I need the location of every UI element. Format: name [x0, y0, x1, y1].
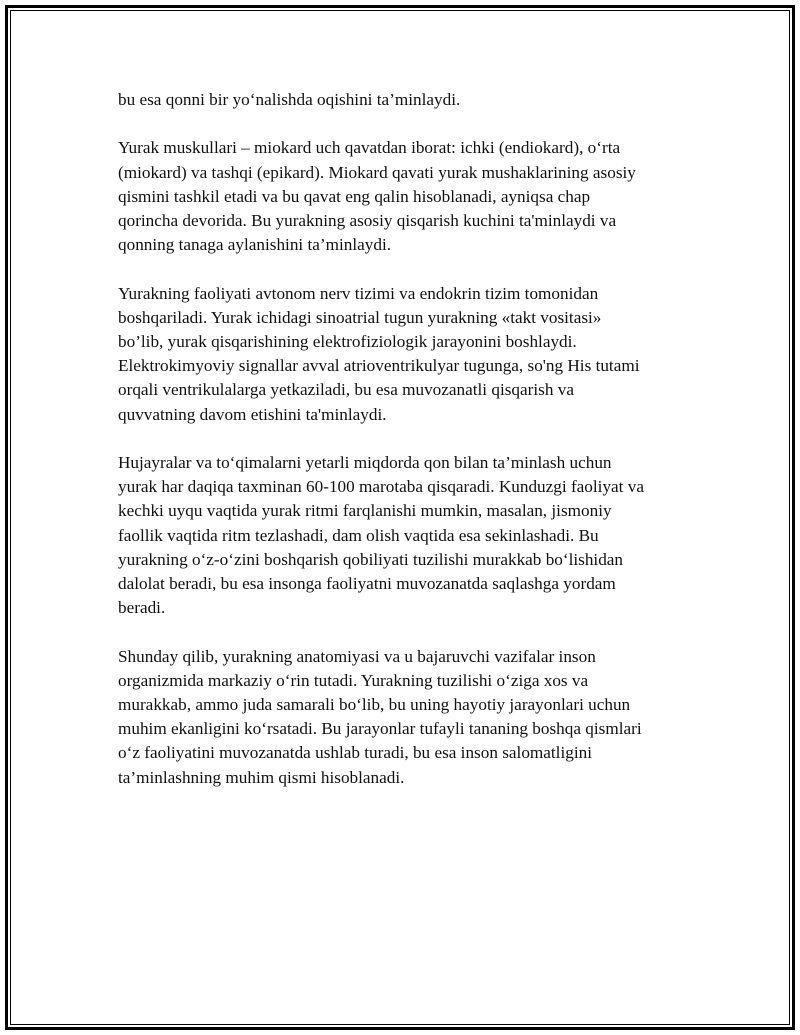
text-line: orqali ventrikulalarga yetkaziladi, bu esa muvozanatli qisqarish va [118, 380, 574, 400]
text-line: ta’minlashning muhim qismi hisoblanadi. [118, 767, 405, 787]
text-line: Yurak muskullari – miokard uch qavatdan iborat: ichki (endiokard), o‘rta [118, 138, 621, 158]
paragraph-heart-rate [118, 451, 678, 620]
text-line: yurak har daqiqa taxminan 60-100 marotaba qisqaradi. Kunduzgi faoliyat va [118, 477, 644, 497]
text-line: faollik vaqtida ritm tezlashadi, dam olish vaqtida esa sekinlashadi. Bu [118, 525, 599, 545]
paragraph-conclusion [118, 645, 678, 790]
text-line: Hujayralar va to‘qimalarni yetarli miqdorda qon bilan ta’minlash uchun [118, 453, 612, 472]
paragraph-myocardium [118, 136, 678, 257]
text-line: o‘z faoliyatini muvozanatda ushlab turadi, bu esa inson salomatligini [118, 743, 592, 763]
paragraph-regulation [118, 282, 678, 427]
text-line: qonning tanaga aylanishini ta’minlaydi. [118, 235, 392, 255]
text-line: (miokard) va tashqi (epikard). Miokard qavati yurak mushaklarining asosiy [118, 162, 636, 182]
text-line: muhim ekanligini ko‘rsatadi. Bu jarayonlar tufayli tananing boshqa qismlari [118, 719, 642, 739]
text-line: beradi. [118, 598, 166, 618]
text-line: organizmida markaziy o‘rin tutadi. Yurakning tuzilishi o‘ziga xos va [118, 670, 589, 690]
text-line: Yurakning faoliyati avtonom nerv tizimi va endokrin tizim tomonidan [118, 283, 599, 303]
text-line: kechki uyqu vaqtida yurak ritmi farqlanishi mumkin, masalan, jismoniy [118, 501, 612, 521]
text-line: murakkab, ammo juda samarali bo‘lib, bu uning hayotiy jarayonlari uchun [118, 695, 631, 715]
text-line: boshqariladi. Yurak ichidagi sinoatrial tugun yurakning «takt vositasi» [118, 307, 602, 327]
text-line: quvvatning davom etishini ta'minlaydi. [118, 404, 387, 424]
document-body [118, 88, 678, 814]
text-line: yurakning o‘z-o‘zini boshqarish qobiliyati tuzilishi murakkab bo‘lishidan [118, 549, 624, 569]
paragraph-continuation [118, 88, 678, 112]
text-line: qorincha devorida. Bu yurakning asosiy qisqarish kuchini ta'minlaydi va [118, 211, 617, 230]
text-line: Elektrokimyoviy signallar avval atrioventrikulyar tugunga, so'ng His tutami [118, 356, 640, 376]
text-line: Shunday qilib, yurakning anatomiyasi va u bajaruvchi vazifalar inson [118, 646, 596, 666]
text-line: bu esa qonni bir yo‘nalishda oqishini ta’minlaydi. [118, 90, 461, 109]
text-line: dalolat beradi, bu esa insonga faoliyatni muvozanatda saqlashga yordam [118, 574, 616, 594]
text-line: bo’lib, yurak qisqarishining elektrofiziologik jarayonini boshlaydi. [118, 332, 577, 351]
text-line: qismini tashkil etadi va bu qavat eng qalin hisoblanadi, ayniqsa chap [118, 186, 591, 206]
